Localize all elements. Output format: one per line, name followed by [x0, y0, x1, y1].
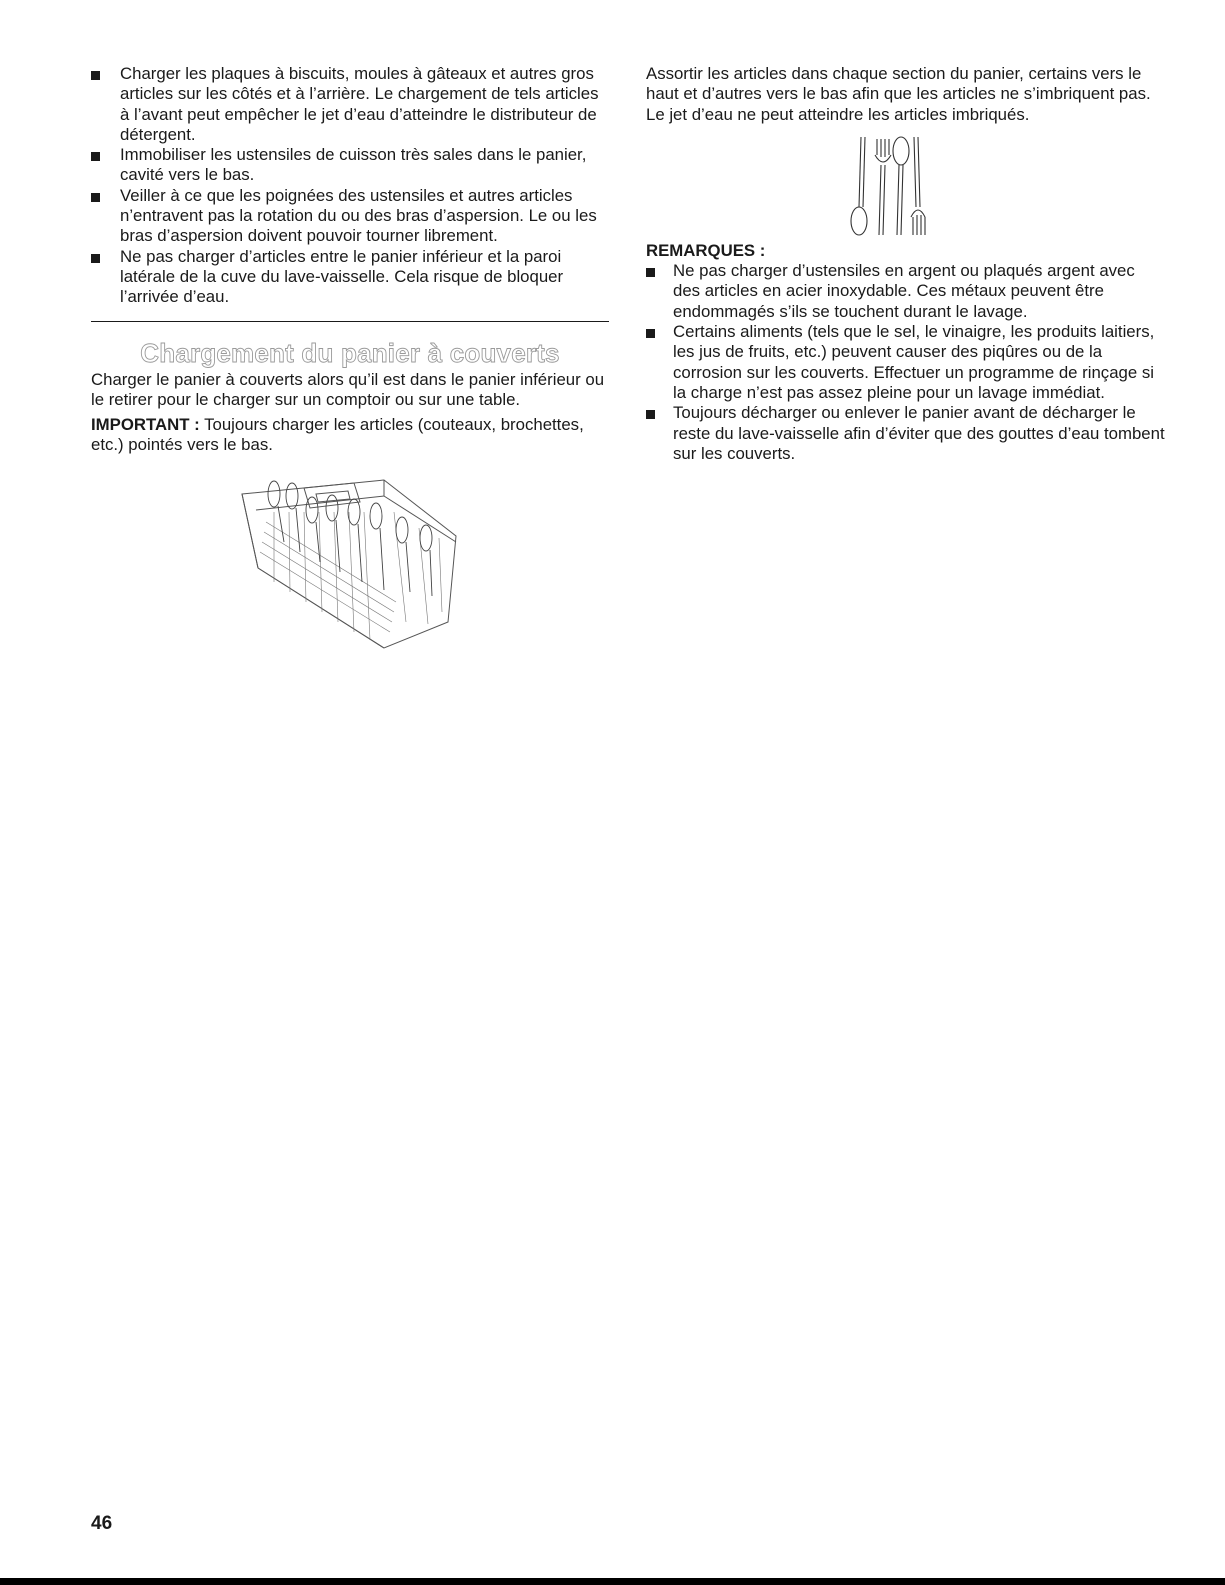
- list-item: Immobiliser les ustensiles de cuisson très sales dans le panier, cavité vers le bas.: [91, 145, 609, 186]
- list-item: Charger les plaques à biscuits, moules à gâteaux et autres gros articles sur les côtés et à l’arrière. Le chargement de tels articles à l’avant peut empêcher le jet d’eau d’atteindre le distributeur de détergent.: [91, 64, 609, 145]
- spoons-forks-alternated-illustration: [845, 135, 927, 237]
- bullet-square-icon: [91, 193, 100, 202]
- page-number: 46: [91, 1513, 113, 1534]
- list-item: Veiller à ce que les poignées des ustensiles et autres articles n’entravent pas la rotation du ou des bras d’aspersion. Le ou les bras d’aspersion doivent pouvoir tourner librement.: [91, 186, 609, 247]
- bullet-square-icon: [646, 410, 655, 419]
- list-item: Toujours décharger ou enlever le panier avant de décharger le reste du lave-vaisselle afin d’éviter que des gouttes d’eau tombent sur les couverts.: [646, 403, 1166, 464]
- list-item: Ne pas charger d’articles entre le panier inférieur et la paroi latérale de la cuve du lave-vaisselle. Cela risque de bloquer l’arrivée d’eau.: [91, 247, 609, 308]
- cutlery-basket-illustration: [234, 472, 464, 654]
- list-item: Certains aliments (tels que le sel, le vinaigre, les produits laitiers, les jus de fruits, etc.) peuvent causer des piqûres ou de la corrosion sur les couverts. Effectuer un programme de rinçage si la charge n’est pas assez pleine pour un lavage immédiat.: [646, 322, 1166, 403]
- remarques-heading: REMARQUES :: [646, 240, 766, 260]
- bullet-square-icon: [91, 71, 100, 80]
- section-title: Chargement du panier à couverts: [140, 337, 560, 368]
- important-note: [91, 415, 609, 456]
- bullet-square-icon: [91, 254, 100, 263]
- bottom-border: [0, 1578, 1225, 1585]
- remarques-list: [646, 261, 1166, 464]
- bullet-square-icon: [646, 329, 655, 338]
- loading-tips-list: [91, 64, 609, 308]
- right-column: [646, 64, 1166, 464]
- bullet-square-icon: [91, 152, 100, 161]
- important-text: Toujours charger les articles (couteaux, brochettes, etc.) pointés vers le bas.: [91, 415, 584, 455]
- right-intro: Assortir les articles dans chaque section du panier, certains vers le haut et d’autres vers le bas afin que les articles ne s’imbriquent pas. Le jet d’eau ne peut atteindre les articles imbriqués.: [646, 64, 1151, 124]
- left-column: [91, 64, 609, 654]
- bullet-square-icon: [646, 268, 655, 277]
- important-label: IMPORTANT :: [91, 415, 200, 435]
- section-intro: Charger le panier à couverts alors qu’il est dans le panier inférieur ou le retirer pour le charger sur un comptoir ou sur une table.: [91, 369, 605, 409]
- list-item: Ne pas charger d’ustensiles en argent ou plaqués argent avec des articles en acier inoxydable. Ces métaux peuvent être endommagés s’ils se touchent durant le lavage.: [646, 261, 1166, 322]
- section-divider: [91, 321, 609, 322]
